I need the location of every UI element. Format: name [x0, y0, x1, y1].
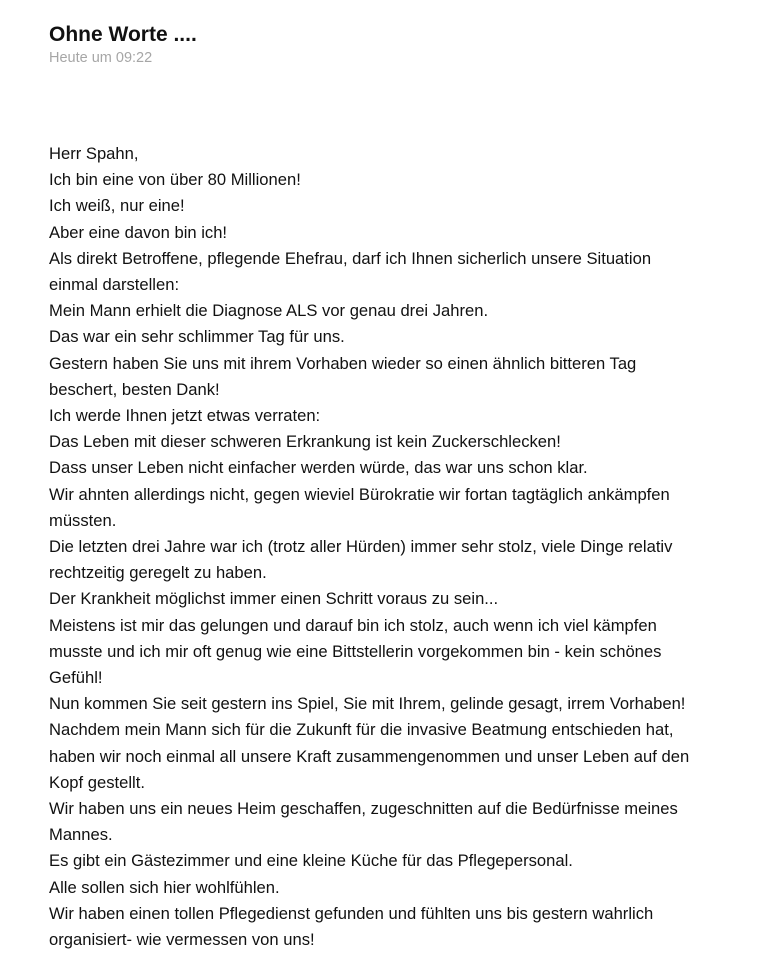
note-body-line: Die letzten drei Jahre war ich (trotz aller Hürden) immer sehr stolz, viele Dinge relativ [49, 537, 673, 557]
note-body-line: Meistens ist mir das gelungen und darauf bin ich stolz, auch wenn ich viel kämpfen [49, 615, 657, 635]
note-body-line: Als direkt Betroffene, pflegende Ehefrau, darf ich Ihnen sicherlich unsere Situation [49, 248, 652, 268]
note-body[interactable] [49, 141, 749, 953]
note-body-line: einmal darstellen: [49, 275, 180, 295]
note-body-line: beschert, besten Dank! [49, 379, 220, 399]
note-body-line: Gestern haben Sie uns mit ihrem Vorhaben wieder so einen ähnlich bitteren Tag [49, 353, 637, 373]
note-content [49, 0, 749, 953]
note-body-line: Nun kommen Sie seit gestern ins Spiel, Sie mit Ihrem, gelinde gesagt, irrem Vorhaben! [49, 694, 686, 714]
note-body-line: Alle sollen sich hier wohlfühlen. [49, 877, 280, 897]
note-body-line: Wir haben uns ein neues Heim geschaffen, zugeschnitten auf die Bedürfnisse meines [49, 799, 678, 819]
note-body-line: Es gibt ein Gästezimmer und eine kleine Küche für das Pflegepersonal. [49, 851, 573, 871]
note-timestamp: Heute um 09:22 [49, 50, 153, 66]
note-body-line: Mein Mann erhielt die Diagnose ALS vor genau drei Jahren. [49, 301, 489, 321]
note-body-line: Wir haben einen tollen Pflegedienst gefunden und fühlten uns bis gestern wahrlich [49, 903, 654, 923]
note-body-line: Das Leben mit dieser schweren Erkrankung ist kein Zuckerschlecken! [49, 432, 561, 452]
note-body-line: Ich werde Ihnen jetzt etwas verraten: [49, 406, 321, 426]
note-body-line: haben wir noch einmal all unsere Kraft zusammengenommen und unser Leben auf den [49, 746, 690, 766]
note-body-line: Ich weiß, nur eine! [49, 196, 185, 216]
note-body-line: Kopf gestellt. [49, 772, 145, 792]
note-body-line: Wir ahnten allerdings nicht, gegen wieviel Bürokratie wir fortan tagtäglich ankämpfen [49, 484, 670, 504]
note-body-line: Der Krankheit möglichst immer einen Schritt voraus zu sein... [49, 589, 499, 609]
note-body-line: Nachdem mein Mann sich für die Zukunft für die invasive Beatmung entschieden hat, [49, 720, 674, 740]
note-body-line: rechtzeitig geregelt zu haben. [49, 563, 267, 583]
note-body-line: Ich bin eine von über 80 Millionen! [49, 170, 301, 190]
note-body-line: Dass unser Leben nicht einfacher werden würde, das war uns schon klar. [49, 458, 588, 478]
note-body-line: Das war ein sehr schlimmer Tag für uns. [49, 327, 345, 347]
note-body-line: musste und ich mir oft genug wie eine Bittstellerin vorgekommen bin - kein schönes [49, 641, 662, 661]
note-body-line: Aber eine davon bin ich! [49, 222, 228, 242]
note-body-line: Mannes. [49, 825, 113, 845]
note-title: Ohne Worte .... [49, 23, 197, 46]
note-body-line: Gefühl! [49, 668, 103, 688]
note-body-line: müssten. [49, 510, 117, 530]
note-body-line: organisiert- wie vermessen von uns! [49, 930, 315, 950]
note-body-line: Herr Spahn, [49, 144, 139, 163]
